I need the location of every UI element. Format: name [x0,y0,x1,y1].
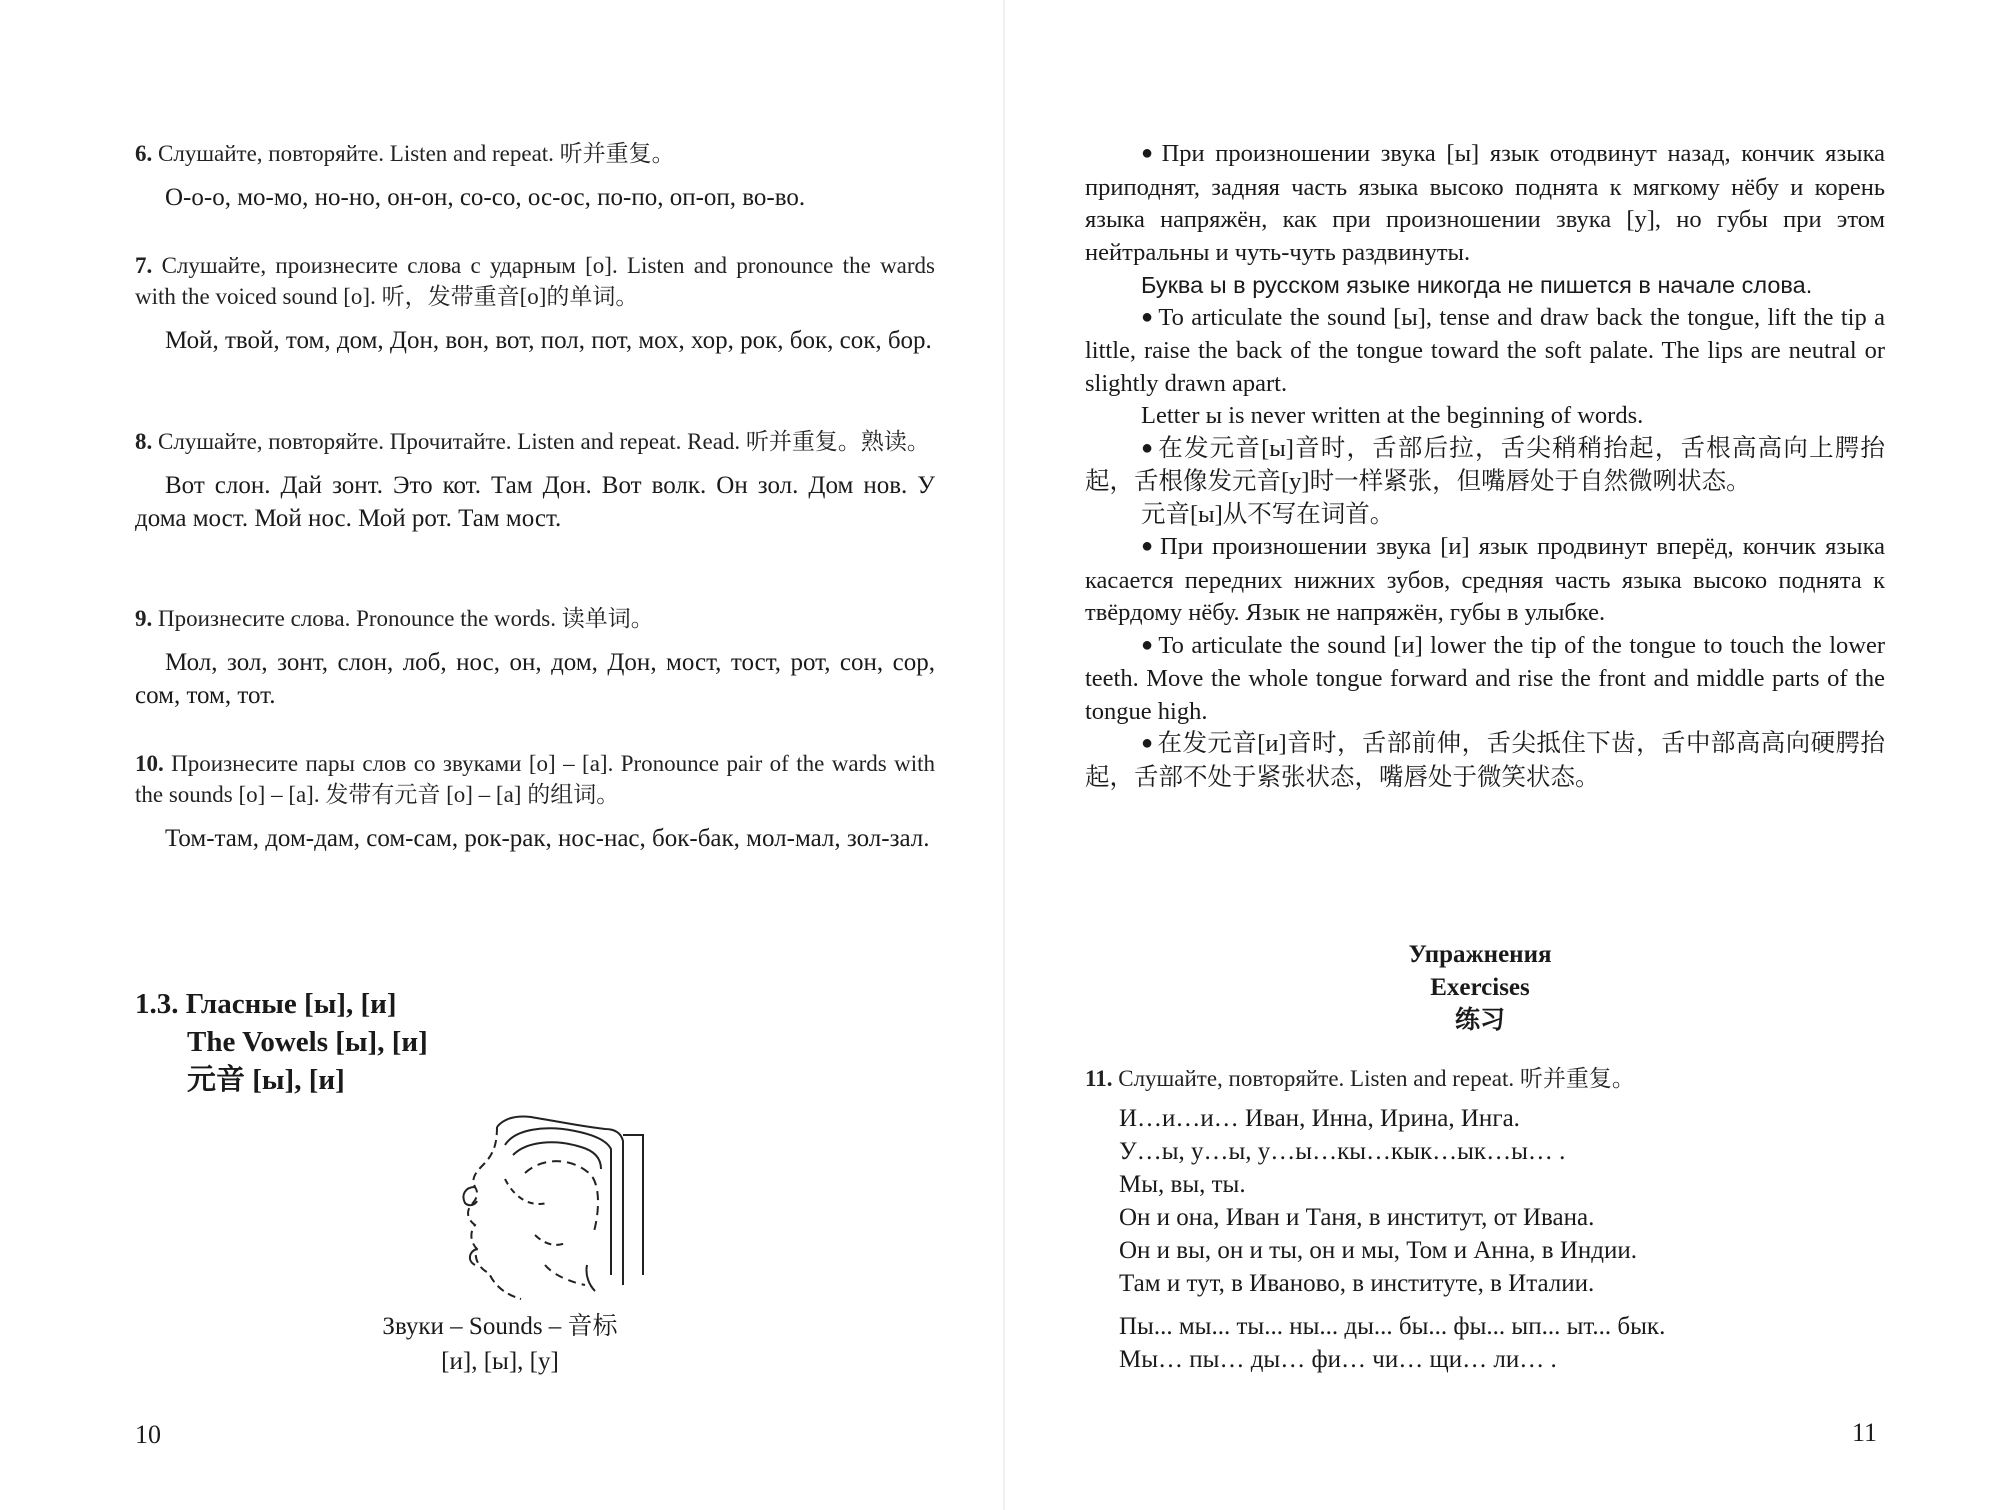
figure-caption-sounds: [и], [ы], [у] [441,1348,559,1375]
exercises-heading [1080,938,1880,1037]
exercise-number: 6. [135,141,153,166]
bullet-icon: ● [1141,633,1155,656]
bullet-icon: ● [1141,142,1158,164]
section-title-en: The Vowels [ы], [и] [187,1026,428,1058]
heading-en: Exercises [1430,974,1530,1001]
exercise-instruction [135,426,935,457]
exercise-instruction [135,138,935,169]
exercise-body: Мол, зол, зонт, слон, лоб, нос, он, дом, Дон, мост, тост, рот, сон, сор, сом, том, тот. [135,649,935,709]
heading-zh: 练习 [1454,1007,1505,1034]
exercise-lines [1085,1102,1885,1376]
exercise-number: 10. [135,751,164,776]
instruction-text: Слушайте, повторяйте. Прочитайте. Listen and repeat. Read. 听并重复。熟读。 [158,429,930,454]
section-title-ru: 1.3. Гласные [ы], [и] [135,988,397,1020]
instruction-text: Произнесите слова. Pronounce the words. 读单词。 [158,606,654,631]
exercise-body: О-о-о, мо-мо, но-но, он-он, со-со, ос-ос, по-по, оп-оп, во-во. [165,184,806,211]
instruction-text: Слушайте, повторяйте. Listen and repeat. 听并重复。 [1118,1066,1635,1091]
exercise-number: 7. [135,253,153,278]
exercise-line: Он и она, Иван и Таня, в институт, от Ивана. [1119,1204,1595,1231]
exercise-11 [1085,1063,1885,1376]
exercise-body: Вот слон. Дай зонт. Это кот. Там Дон. Вот волк. Он зол. Дом нов. У дома мост. Мой нос. Мой рот. Там мост. [135,472,935,532]
exercise-line: Там и тут, в Иваново, в институте, в Италии. [1119,1270,1595,1297]
note-paragraph: ● 在发元音[ы]音时，舌部后拉，舌尖稍稍抬起，舌根高高向上腭抬起，舌根像发元音[y]时一样紧张，但嘴唇处于自然微咧状态。 [1085,434,1885,495]
heading-ru: Упражнения [1408,941,1552,968]
note-paragraph: Letter ы is never written at the beginning of words. [1141,402,1644,429]
note-paragraph: ● To articulate the sound [ы], tense and draw back the tongue, lift the tip a little, raise the back of the tongue toward the soft palate. The lips are neutral or slightly drawn apart. [1085,303,1885,397]
exercise-line: У…ы, у…ы, у…ы…кы…кык…ык…ы… . [1119,1138,1566,1165]
bullet-icon: ● [1141,305,1155,328]
exercise-line: И…и…и… Иван, Инна, Ирина, Инга. [1119,1105,1520,1132]
bullet-icon: ● [1141,732,1154,754]
note-paragraph: ● При произношении звука [ы] язык отодвинут назад, кончик языка приподнят, задняя часть языка высоко поднята к мягкому нёбу и корень языка напряжён, как при произношении звука [у], но губы при этом нейтральны и чуть-чуть раздвинуты. [1085,140,1885,266]
exercise-line: Мы, вы, ты. [1119,1171,1246,1198]
figure-caption: Звуки – Sounds – 音标 [382,1313,618,1340]
instruction-text: Произнесите пары слов со звуками [о] – [а]. Pronounce pair of the wards with the sounds [o] – [a]. 发带有元音 [o] – [a] 的组词。 [135,751,936,807]
page-number: 10 [135,1420,161,1449]
note-paragraph: Буква ы в русском языке никогда не пишется в начале слова. [1141,272,1813,298]
exercise-number: 11. [1085,1066,1113,1091]
section-title-zh: 元音 [ы], [и] [187,1064,345,1096]
exercise-10 [135,748,935,855]
exercise-6 [135,138,935,214]
instruction-text: Слушайте, произнесите слова с ударным [о]. Listen and pronounce the wards with the voiced sound [o]. 听，发带重音[o]的单词。 [135,253,936,309]
note-paragraph: ● To articulate the sound [и] lower the tip of the tongue to touch the lower teeth. Move the whole tongue forward and rise the front and middle parts of the tongue high. [1085,631,1885,725]
exercise-instruction [135,748,935,810]
articulation-notes [1085,138,1885,794]
instruction-text: Слушайте, повторяйте. Listen and repeat. 听并重复。 [158,141,675,166]
page-number: 11 [1852,1418,1878,1447]
exercise-instruction [135,250,935,312]
note-paragraph: ● 在发元音[и]音时，舌部前伸，舌尖抵住下齿，舌中部高高向硬腭抬起，舌部不处于紧张状态，嘴唇处于微笑状态。 [1085,730,1885,791]
exercise-number: 9. [135,606,153,631]
exercise-body: Том-там, дом-дам, сом-сам, рок-рак, нос-нас, бок-бак, мол-мал, зол-зал. [165,825,930,852]
articulation-diagram [435,1115,645,1310]
exercise-body: Мой, твой, том, дом, Дон, вон, вот, пол, пот, мох, хор, рок, бок, сок, бор. [165,327,932,354]
exercise-number: 8. [135,429,153,454]
exercise-line: Он и вы, он и ты, он и мы, Том и Анна, в Индии. [1119,1237,1638,1264]
exercise-8 [135,426,935,535]
exercise-7 [135,250,935,357]
exercise-instruction [135,603,935,634]
section-title [135,985,428,1099]
bullet-icon: ● [1141,535,1157,557]
exercise-9 [135,603,935,712]
exercise-line: Мы… пы… ды… фи… чи… щи… ли… . [1119,1346,1557,1373]
exercise-instruction [1085,1063,1885,1094]
note-paragraph: ● При произношении звука [и] язык продвинут вперёд, кончик языка касается передних нижних зубов, средняя часть языка высоко поднята к твёрдому нёбу. Язык не напряжён, губы в улыбке. [1085,533,1885,626]
exercise-line: Пы... мы... ты... ны... ды... бы... фы... ып... ыт... бык. [1119,1313,1666,1340]
note-paragraph: 元音[ы]从不写在词首。 [1141,500,1395,528]
bullet-icon: ● [1141,436,1155,459]
mouth-profile-illustration [435,1115,645,1305]
